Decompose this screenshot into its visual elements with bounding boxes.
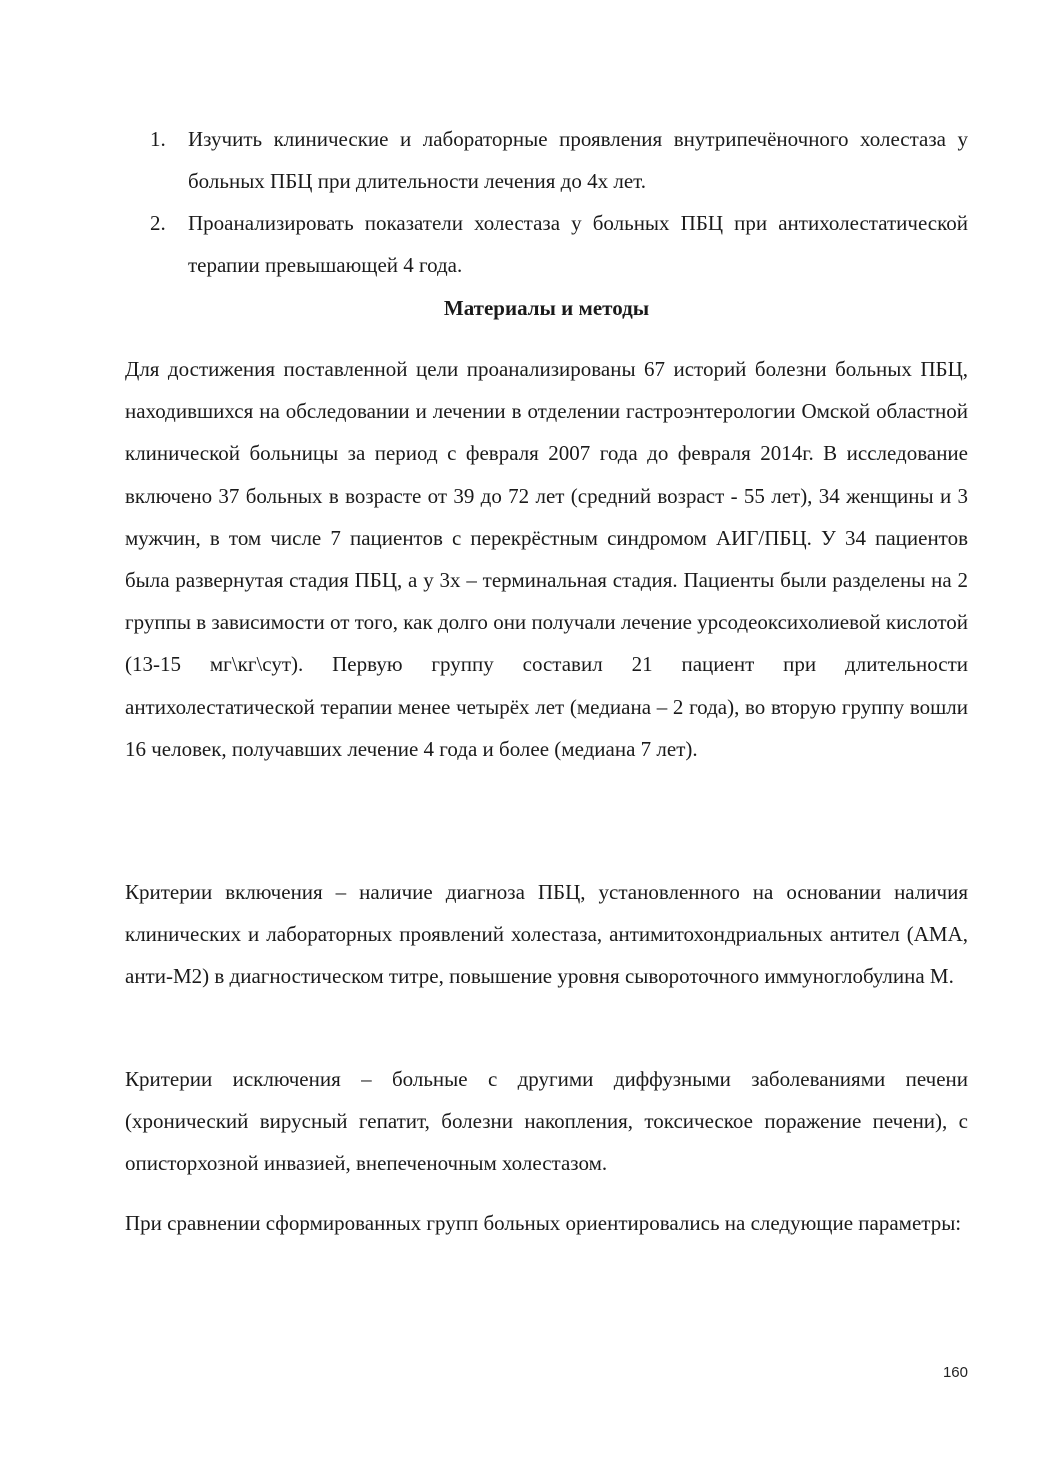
list-item-text: Изучить клинические и лабораторные проявления внутрипечёночного холестаза у больных ПБЦ при длительности лечения до 4х лет. bbox=[188, 127, 968, 193]
list-item-number: 1. bbox=[150, 127, 166, 151]
list-item bbox=[150, 202, 968, 286]
paragraph-study-description: Для достижения поставленной цели проанализированы 67 историй болезни больных ПБЦ, находившихся на обследовании и лечении в отделении гастроэнтерологии Омской областной клинической больницы за период с февраля 2007 года до февраля 2014г. В исследование включено 37 больных в возрасте от 39 до 72 лет (средний возраст - 55 лет), 34 женщины и 3 мужчин, в том числе 7 пациентов с перекрёстным синдромом АИГ/ПБЦ. У 34 пациентов была развернутая стадия ПБЦ, а у 3х – терминальная стадия. Пациенты были разделены на 2 группы в зависимости от того, как долго они получали лечение урсодеоксихолиевой кислотой (13-15 мг\кг\сут). Первую группу составил 21 пациент при длительности антихолестатической терапии менее четырёх лет (медиана – 2 года), во вторую группу вошли 16 человек, получавших лечение 4 года и более (медиана 7 лет). bbox=[125, 357, 968, 761]
paragraph-comparison-parameters: При сравнении сформированных групп больных ориентировались на следующие параметры: bbox=[125, 1211, 962, 1235]
paragraph-inclusion-criteria: Критерии включения – наличие диагноза ПБЦ, установленного на основании наличия клинических и лабораторных проявлений холестаза, антимитохондриальных антител (АМА, анти-М2) в диагностическом титре, повышение уровня сывороточного иммуноглобулина М. bbox=[125, 880, 968, 989]
list-item bbox=[150, 118, 968, 202]
objectives-list bbox=[150, 118, 968, 286]
list-item-number: 2. bbox=[150, 211, 166, 235]
page-number: 160 bbox=[942, 1364, 968, 1381]
section-heading: Материалы и методы bbox=[443, 296, 650, 320]
list-item-text: Проанализировать показатели холестаза у больных ПБЦ при антихолестатической терапии превышающей 4 года. bbox=[188, 211, 968, 277]
paragraph-exclusion-criteria: Критерии исключения – больные с другими диффузными заболеваниями печени (хронический вирусный гепатит, болезни накопления, токсическое поражение печени), с описторхозной инвазией, внепеченочным холестазом. bbox=[125, 1067, 968, 1176]
